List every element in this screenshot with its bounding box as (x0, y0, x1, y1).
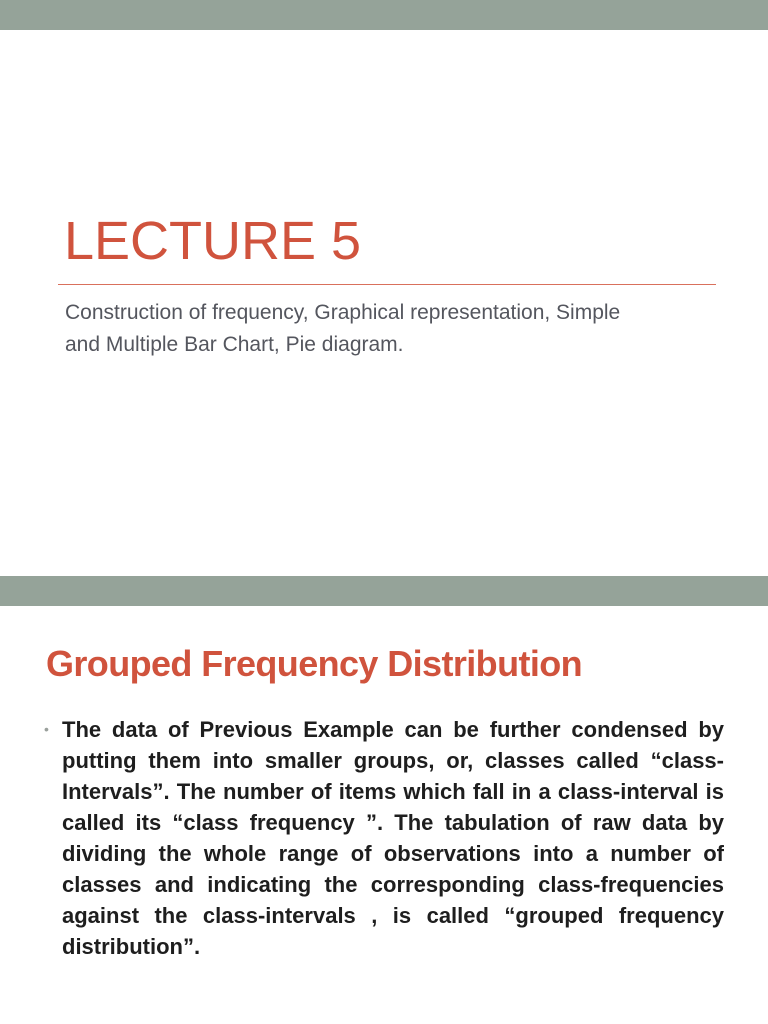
title-divider (58, 284, 716, 285)
bullet-item (44, 714, 724, 962)
bullet-text: The data of Previous Example can be further condensed by putting them into smaller groups, or, classes called “class-Intervals”. The number of items which fall in a class-interval is called its “class frequency ”. The tabulation of raw data by dividing the whole range of observations into a number of classes and indicating the corresponding class-frequencies against the class-intervals , is called “grouped frequency distribution”. (62, 717, 724, 959)
top-accent-band (0, 0, 768, 30)
lecture-subtitle: Construction of frequency, Graphical representation, Simple and Multiple Bar Chart, Pie diagram. (65, 301, 621, 356)
bullet-icon: • (44, 721, 49, 737)
lecture-title: LECTURE 5 (64, 211, 362, 271)
slide-separator-band (0, 576, 768, 606)
section-title: Grouped Frequency Distribution (46, 643, 583, 684)
